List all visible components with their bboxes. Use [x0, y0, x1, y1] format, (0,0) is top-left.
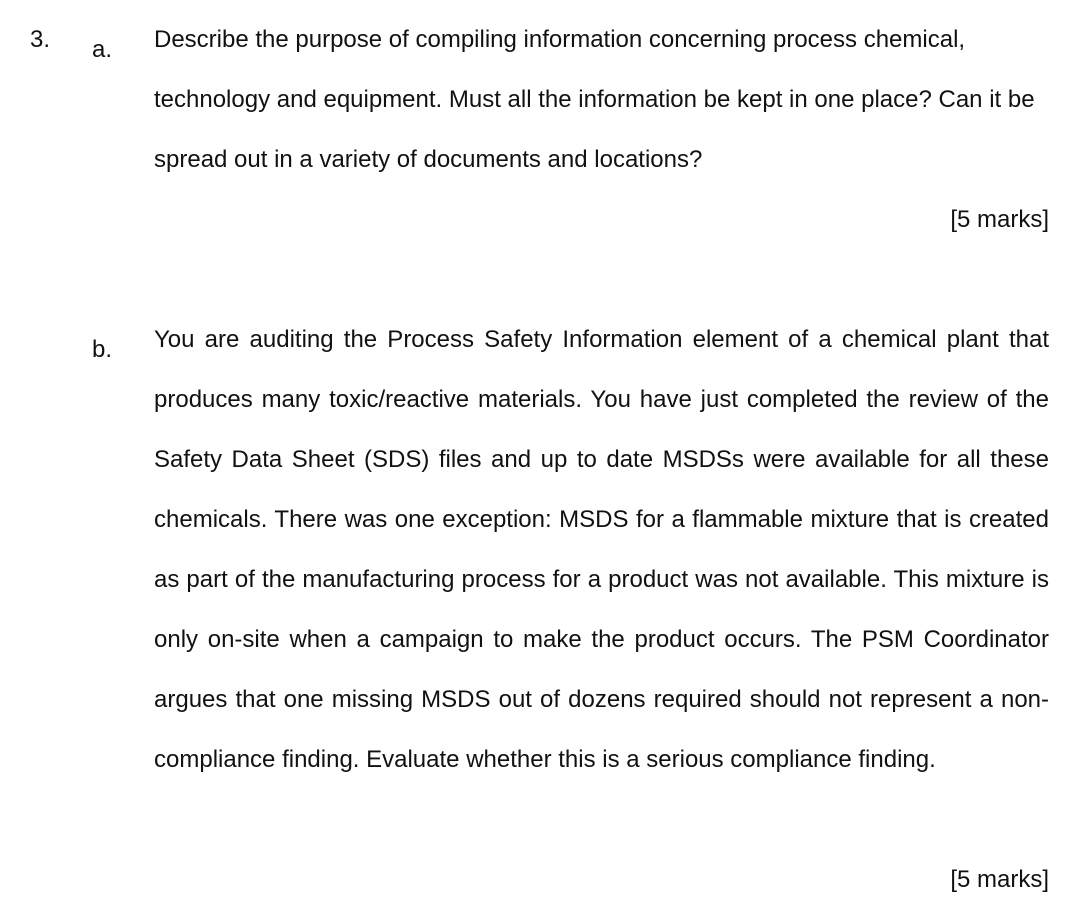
part-a-marks: [5 marks]: [950, 206, 1049, 233]
part-a-letter: a.: [92, 36, 113, 63]
part-b-marks: [5 marks]: [950, 866, 1049, 893]
part-b-text: You are auditing the Process Safety Information element of a chemical plant that produces many toxic/reactive materials. You have just completed the review of the Safety Data Sheet (SDS) files and up to date MSDSs were available for all these chemicals. There was one exception: MSDS for a flammable mixture that is created as part of the manufacturing process for a product was not available. This mixture is only on-site when a campaign to make the product occurs. The PSM Coordinator argues that one missing MSDS out of dozens required should not represent a non-compliance finding. Evaluate whether this is a serious compliance finding.: [154, 326, 1049, 773]
question-number: 3.: [30, 26, 51, 53]
part-b-letter: b.: [92, 336, 113, 363]
part-a-text: Describe the purpose of compiling information concerning process chemical, technology and equipment. Must all the information be kept in one place? Can it be spread out in a variety of documents and locations?: [154, 26, 1035, 173]
